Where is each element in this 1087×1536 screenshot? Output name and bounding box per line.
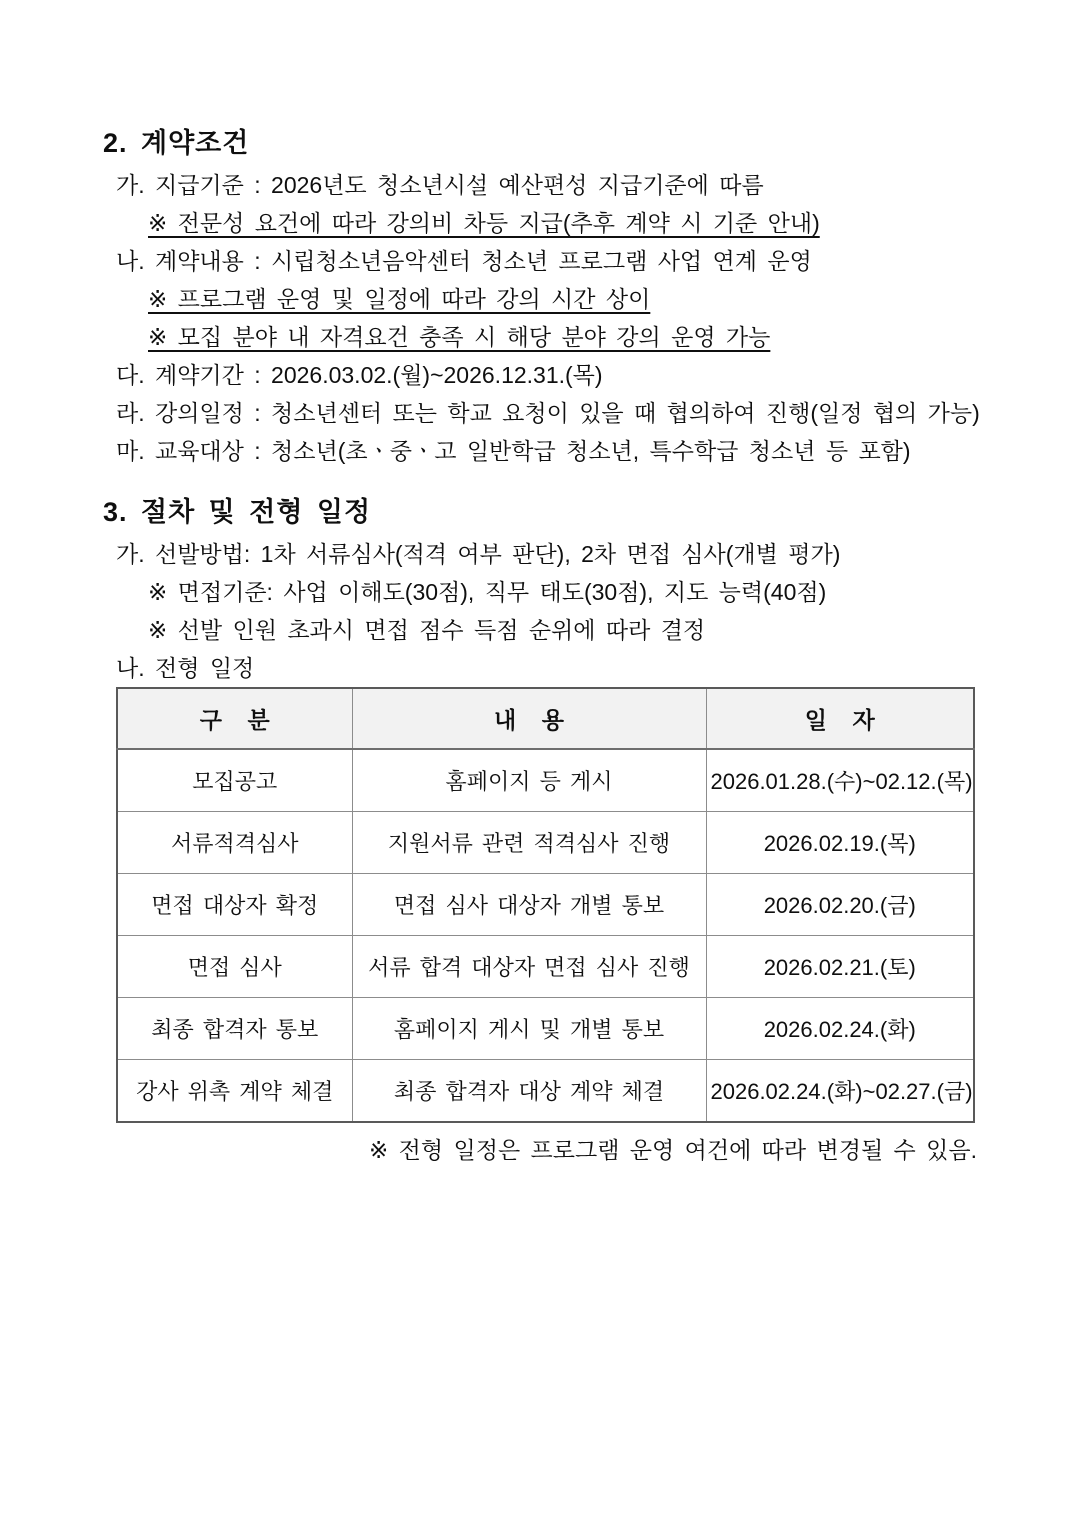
body-line-contract-period: 다. 계약기간 : 2026.03.02.(월)~2026.12.31.(목) [116,362,603,388]
cell-date: 2026.02.20.(금) [706,874,974,936]
cell-category: 서류적격심사 [117,812,352,874]
selection-schedule-table [116,687,975,1123]
table-row-final-pass-notice [117,998,974,1060]
note-line-lecture-hours: ※ 프로그램 운영 및 일정에 따라 강의 시간 상이 [148,286,651,312]
col-header-date: 일 자 [706,688,974,749]
table-row-interviewee-confirmation [117,874,974,936]
section-procedure-schedule [0,495,1087,687]
table-header-row [117,688,974,749]
body-line-selection-method: 가. 선발방법: 1차 서류심사(적격 여부 판단), 2차 면접 심사(개별 평가) [116,541,841,567]
cell-date: 2026.02.24.(화) [706,998,974,1060]
section-heading-contract-terms: 2. 계약조건 [103,128,250,158]
body-line-contract-content: 나. 계약내용 : 시립청소년음악센터 청소년 프로그램 사업 연계 운영 [116,248,812,274]
body-line-education-target: 마. 교육대상 : 청소년(초ㆍ중ㆍ고 일반학급 청소년, 특수학급 청소년 등 포함) [116,438,911,464]
section-contract-terms [0,126,1087,470]
cell-content: 홈페이지 게시 및 개별 통보 [352,998,706,1060]
cell-content: 면접 심사 대상자 개별 통보 [352,874,706,936]
cell-content: 서류 합격 대상자 면접 심사 진행 [352,936,706,998]
cell-content: 지원서류 관련 적격심사 진행 [352,812,706,874]
cell-date: 2026.02.24.(화)~02.27.(금) [706,1060,974,1123]
col-header-content: 내 용 [352,688,706,749]
cell-content: 홈페이지 등 게시 [352,749,706,812]
cell-date: 2026.01.28.(수)~02.12.(목) [706,749,974,812]
cell-date: 2026.02.19.(목) [706,812,974,874]
body-line-payment-standard: 가. 지급기준 : 2026년도 청소년시설 예산편성 지급기준에 따름 [116,172,764,198]
note-line-field-eligibility: ※ 모집 분야 내 자격요건 충족 시 해당 분야 강의 운영 가능 [148,324,771,350]
note-line-interview-criteria: ※ 면접기준: 사업 이해도(30점), 직무 태도(30점), 지도 능력(40점) [148,579,827,605]
table-row-interview [117,936,974,998]
schedule-change-footnote: ※ 전형 일정은 프로그램 운영 여건에 따라 변경될 수 있음. [369,1137,977,1163]
body-line-schedule-label: 나. 전형 일정 [116,655,255,681]
body-line-lecture-schedule: 라. 강의일정 : 청소년센터 또는 학교 요청이 있을 때 협의하여 진행(일정 협의 가능) [116,400,980,426]
table-row-document-screening [117,812,974,874]
cell-date: 2026.02.21.(토) [706,936,974,998]
note-line-fee-differential: ※ 전문성 요건에 따라 강의비 차등 지급(추후 계약 시 기준 안내) [148,210,820,236]
note-line-tiebreak-rule: ※ 선발 인원 초과시 면접 점수 득점 순위에 따라 결정 [148,617,706,643]
table-row-contract-signing [117,1060,974,1123]
col-header-category: 구 분 [117,688,352,749]
cell-content: 최종 합격자 대상 계약 체결 [352,1060,706,1123]
cell-category: 면접 대상자 확정 [117,874,352,936]
section-heading-procedure-schedule: 3. 절차 및 전형 일정 [103,497,372,527]
cell-category: 모집공고 [117,749,352,812]
table-row-recruitment-notice [117,749,974,812]
cell-category: 면접 심사 [117,936,352,998]
cell-category: 강사 위촉 계약 체결 [117,1060,352,1123]
cell-category: 최종 합격자 통보 [117,998,352,1060]
